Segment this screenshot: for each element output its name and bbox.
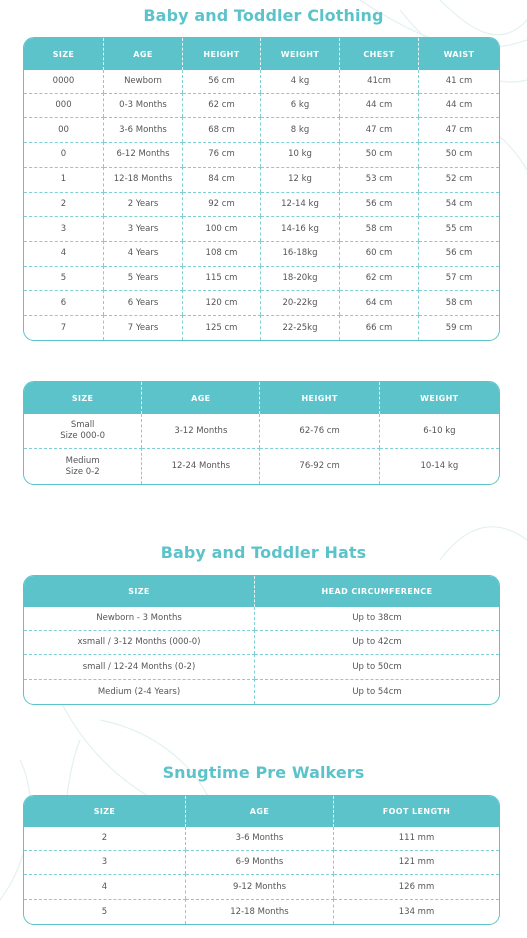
table-cell: 62 cm bbox=[183, 93, 261, 118]
hats-rows bbox=[24, 607, 499, 704]
table-row bbox=[24, 874, 499, 899]
table-cell: 68 cm bbox=[183, 117, 261, 142]
header-foot-length: FOOT LENGTH bbox=[334, 796, 499, 827]
cell-line: Size 0-2 bbox=[65, 466, 100, 477]
table-cell: 41cm bbox=[340, 70, 419, 93]
table-cell: 2 bbox=[24, 192, 104, 217]
table-row bbox=[24, 142, 499, 167]
table-cell: 000 bbox=[24, 93, 104, 118]
table-cell: 64 cm bbox=[340, 290, 419, 315]
walkers-rows bbox=[24, 827, 499, 924]
header-size: SIZE bbox=[24, 796, 186, 827]
table-cell: 6 Years bbox=[104, 290, 183, 315]
table-cell: 12-18 Months bbox=[186, 899, 334, 924]
table-row bbox=[24, 167, 499, 192]
clothing-size-table bbox=[23, 37, 500, 341]
walkers-title: Snugtime Pre Walkers bbox=[162, 763, 365, 782]
table-cell: 44 cm bbox=[419, 93, 499, 118]
table-cell: Up to 50cm bbox=[255, 654, 499, 679]
walkers-size-table bbox=[23, 795, 500, 925]
table-cell: small / 12-24 Months (0-2) bbox=[24, 654, 255, 679]
table-cell: 6-9 Months bbox=[186, 850, 334, 875]
table-cell: 58 cm bbox=[340, 216, 419, 241]
table-row bbox=[24, 679, 499, 704]
table-cell: 50 cm bbox=[419, 142, 499, 167]
header-age: AGE bbox=[142, 382, 260, 414]
clothing-title: Baby and Toddler Clothing bbox=[143, 6, 384, 25]
header-size: SIZE bbox=[24, 576, 255, 607]
table-cell: 14-16 kg bbox=[261, 216, 340, 241]
table-cell: 2 bbox=[24, 827, 186, 850]
table-row bbox=[24, 607, 499, 630]
table-cell: 56 cm bbox=[419, 241, 499, 266]
table-cell: 10 kg bbox=[261, 142, 340, 167]
table-cell: 12-18 Months bbox=[104, 167, 183, 192]
header-weight: WEIGHT bbox=[261, 38, 340, 70]
table-cell: 84 cm bbox=[183, 167, 261, 192]
table-row bbox=[24, 290, 499, 315]
table-row bbox=[24, 630, 499, 655]
table-cell: 2 Years bbox=[104, 192, 183, 217]
table-cell: 18-20kg bbox=[261, 266, 340, 291]
table-row bbox=[24, 70, 499, 93]
table-row bbox=[24, 850, 499, 875]
table-cell: 6 bbox=[24, 290, 104, 315]
cell-line: Size 000-0 bbox=[60, 431, 106, 442]
table-cell: 50 cm bbox=[340, 142, 419, 167]
table-cell: 7 bbox=[24, 315, 104, 340]
table-header-row bbox=[24, 38, 499, 70]
table-cell: 6 kg bbox=[261, 93, 340, 118]
table-cell: 58 cm bbox=[419, 290, 499, 315]
header-chest: CHEST bbox=[340, 38, 419, 70]
table-cell: Up to 54cm bbox=[255, 679, 499, 704]
table-row bbox=[24, 654, 499, 679]
table-cell: 76-92 cm bbox=[260, 448, 379, 484]
table-cell: 3-6 Months bbox=[186, 827, 334, 850]
table-cell: 3-12 Months bbox=[142, 414, 260, 448]
table-cell: Newborn bbox=[104, 70, 183, 93]
cell-line: Medium bbox=[65, 455, 100, 466]
table-cell bbox=[24, 414, 142, 448]
table-header-row bbox=[24, 796, 499, 827]
table-cell: 8 kg bbox=[261, 117, 340, 142]
table-row bbox=[24, 899, 499, 924]
range-rows bbox=[24, 414, 499, 484]
table-cell: 108 cm bbox=[183, 241, 261, 266]
table-cell: 126 mm bbox=[334, 874, 499, 899]
table-row bbox=[24, 117, 499, 142]
table-cell: 1 bbox=[24, 167, 104, 192]
table-cell: 12-24 Months bbox=[142, 448, 260, 484]
header-weight: WEIGHT bbox=[380, 382, 499, 414]
table-cell: 22-25kg bbox=[261, 315, 340, 340]
table-cell: 115 cm bbox=[183, 266, 261, 291]
header-head-circumference: HEAD CIRCUMFERENCE bbox=[255, 576, 499, 607]
table-cell: 16-18kg bbox=[261, 241, 340, 266]
table-header-row bbox=[24, 576, 499, 607]
clothing-range-table bbox=[23, 381, 500, 485]
table-cell: 125 cm bbox=[183, 315, 261, 340]
table-row bbox=[24, 192, 499, 217]
table-row bbox=[24, 266, 499, 291]
table-cell: 3 bbox=[24, 216, 104, 241]
table-cell: 0 bbox=[24, 142, 104, 167]
table-cell: 7 Years bbox=[104, 315, 183, 340]
table-cell: xsmall / 3-12 Months (000-0) bbox=[24, 630, 255, 655]
table-cell: 5 Years bbox=[104, 266, 183, 291]
table-cell: 5 bbox=[24, 899, 186, 924]
header-waist: WAIST bbox=[419, 38, 499, 70]
table-row bbox=[24, 414, 499, 448]
table-cell: Newborn - 3 Months bbox=[24, 607, 255, 630]
table-cell: 76 cm bbox=[183, 142, 261, 167]
table-cell: 60 cm bbox=[340, 241, 419, 266]
table-cell: 100 cm bbox=[183, 216, 261, 241]
table-cell: 12 kg bbox=[261, 167, 340, 192]
table-cell: 59 cm bbox=[419, 315, 499, 340]
table-cell: 56 cm bbox=[183, 70, 261, 93]
hats-title: Baby and Toddler Hats bbox=[160, 543, 367, 562]
table-cell: 3 bbox=[24, 850, 186, 875]
table-cell: 121 mm bbox=[334, 850, 499, 875]
table-cell: 57 cm bbox=[419, 266, 499, 291]
table-cell: 10-14 kg bbox=[380, 448, 499, 484]
table-row bbox=[24, 216, 499, 241]
table-cell: 111 mm bbox=[398, 832, 435, 843]
table-row bbox=[24, 241, 499, 266]
table-cell: Up to 42cm bbox=[255, 630, 499, 655]
table-cell: 134 mm bbox=[334, 899, 499, 924]
header-size: SIZE bbox=[24, 38, 104, 70]
table-row bbox=[24, 93, 499, 118]
table-cell: 4 bbox=[24, 241, 104, 266]
cell-line: Small bbox=[70, 420, 95, 431]
table-cell: 41 cm bbox=[445, 75, 473, 86]
header-age: AGE bbox=[186, 796, 334, 827]
table-cell: 62-76 cm bbox=[260, 414, 379, 448]
table-cell: 4 kg bbox=[261, 70, 340, 93]
table-header-row bbox=[24, 382, 499, 414]
header-height: HEIGHT bbox=[260, 382, 379, 414]
header-size: SIZE bbox=[24, 382, 142, 414]
table-cell: 120 cm bbox=[183, 290, 261, 315]
table-cell: 47 cm bbox=[419, 117, 499, 142]
table-cell: 0000 bbox=[24, 70, 104, 93]
table-cell: 54 cm bbox=[419, 192, 499, 217]
table-cell: 55 cm bbox=[419, 216, 499, 241]
table-cell: 9-12 Months bbox=[186, 874, 334, 899]
header-age: AGE bbox=[104, 38, 183, 70]
table-cell: Medium (2-4 Years) bbox=[24, 679, 255, 704]
table-row bbox=[24, 448, 499, 484]
table-cell: 4 Years bbox=[104, 241, 183, 266]
table-cell: 52 cm bbox=[419, 167, 499, 192]
table-cell: 56 cm bbox=[340, 192, 419, 217]
table-cell: 5 bbox=[24, 266, 104, 291]
hats-size-table bbox=[23, 575, 500, 705]
table-cell: 3-6 Months bbox=[104, 117, 183, 142]
table-cell: 12-14 kg bbox=[261, 192, 340, 217]
table-cell: 4 bbox=[24, 874, 186, 899]
table-cell: 6-12 Months bbox=[104, 142, 183, 167]
table-cell: 47 cm bbox=[340, 117, 419, 142]
table-cell: 62 cm bbox=[340, 266, 419, 291]
table-cell: Up to 38cm bbox=[352, 612, 402, 623]
table-cell: 0-3 Months bbox=[104, 93, 183, 118]
table-cell: 3 Years bbox=[104, 216, 183, 241]
clothing-rows bbox=[24, 70, 499, 340]
table-row bbox=[24, 315, 499, 340]
table-cell: 00 bbox=[24, 117, 104, 142]
table-cell: 92 cm bbox=[183, 192, 261, 217]
table-row bbox=[24, 827, 499, 850]
table-cell: 53 cm bbox=[340, 167, 419, 192]
header-height: HEIGHT bbox=[183, 38, 261, 70]
table-cell: 20-22kg bbox=[261, 290, 340, 315]
table-cell: 66 cm bbox=[340, 315, 419, 340]
table-cell: 6-10 kg bbox=[423, 425, 456, 436]
table-cell bbox=[24, 448, 142, 484]
table-cell: 44 cm bbox=[340, 93, 419, 118]
